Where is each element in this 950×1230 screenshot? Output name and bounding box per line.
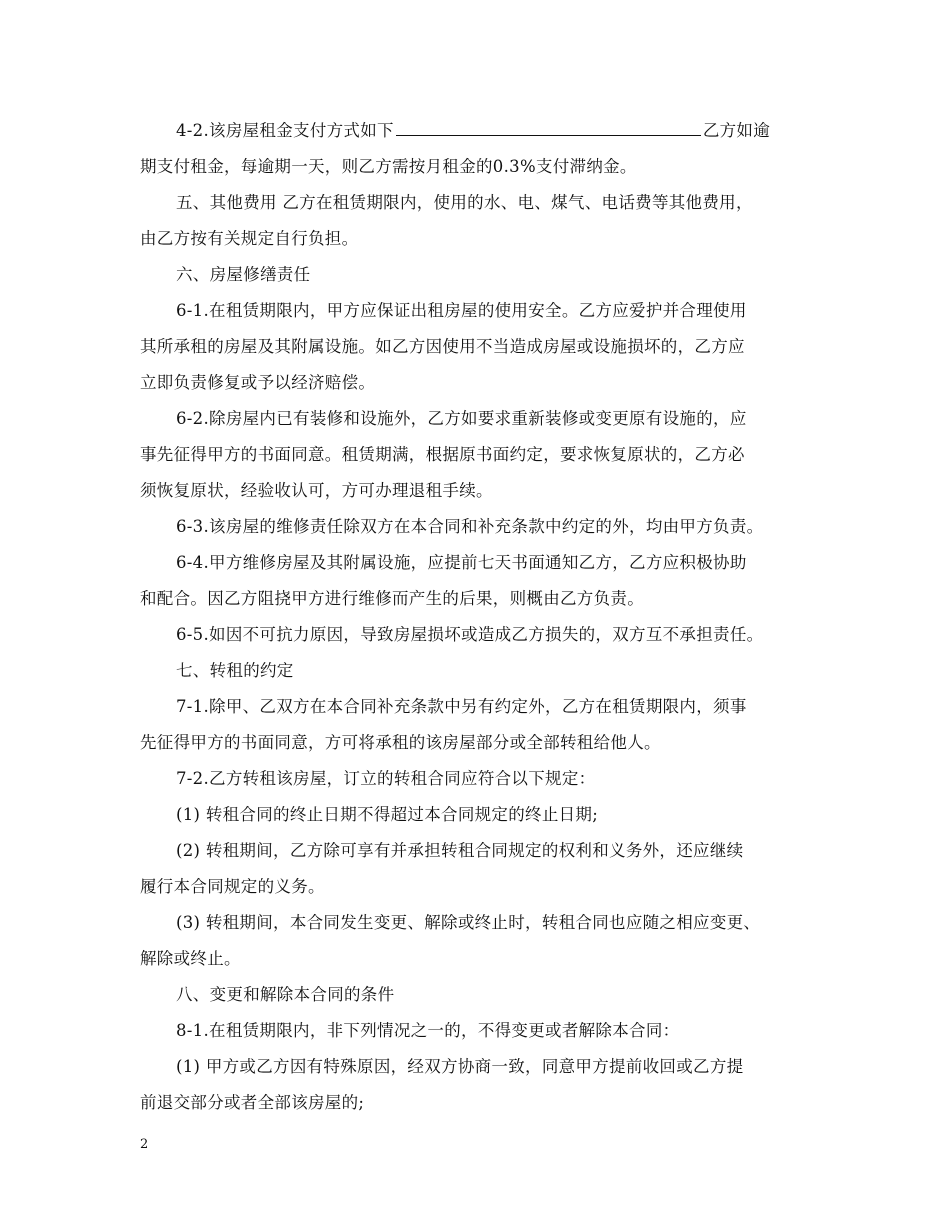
text-line: 先征得甲方的书面同意，方可将承租的该房屋部分或全部转租给他人。: [140, 733, 661, 752]
text-line: 期支付租金，每逾期一天，则乙方需按月租金的0.3%支付滞纳金。: [140, 157, 637, 176]
section-heading: 六、房屋修缮责任: [176, 265, 311, 284]
text-line: 解除或终止。: [140, 949, 241, 968]
line-text: 4-2.该房屋租金支付方式如下: [176, 121, 394, 140]
text-line: 五、其他费用 乙方在租赁期限内，使用的水、电、煤气、电话费等其他费用，: [176, 193, 753, 212]
page-number: 2: [140, 1137, 149, 1152]
text-line: 6-1.在租赁期限内，甲方应保证出租房屋的使用安全。乙方应爱护并合理使用: [176, 301, 747, 320]
text-line: 事先征得甲方的书面同意。租赁期满，根据原书面约定，要求恢复原状的，乙方必: [140, 445, 745, 464]
text-line: 立即负责修复或予以经济赔偿。: [140, 373, 376, 392]
section-heading: 八、变更和解除本合同的条件: [176, 985, 395, 1004]
text-line: 6-5.如因不可抗力原因，导致房屋损坏或造成乙方损失的，双方互不承担责任。: [176, 625, 764, 644]
document-body: [140, 113, 825, 1121]
list-item: (1) 甲方或乙方因有特殊原因，经双方协商一致，同意甲方提前收回或乙方提: [176, 1057, 744, 1076]
text-line: 7-1.除甲、乙双方在本合同补充条款中另有约定外，乙方在租赁期限内，须事: [176, 697, 747, 716]
text-line: 履行本合同规定的义务。: [140, 877, 325, 896]
text-line: 8-1.在租赁期限内，非下列情况之一的，不得变更或者解除本合同：: [176, 1021, 680, 1040]
list-item: (2) 转租期间，乙方除可享有并承担转租合同规定的权利和义务外，还应继续: [176, 841, 744, 860]
text-line: 其所承租的房屋及其附属设施。如乙方因使用不当造成房屋或设施损坏的，乙方应: [140, 337, 745, 356]
list-item: (3) 转租期间，本合同发生变更、解除或终止时，转租合同也应随之相应变更、: [176, 913, 761, 932]
text-line: 6-4.甲方维修房屋及其附属设施，应提前七天书面通知乙方，乙方应积极协助: [176, 553, 747, 572]
text-line: 须恢复原状，经验收认可，方可办理退租手续。: [140, 481, 493, 500]
text-line: 7-2.乙方转租该房屋，订立的转租合同应符合以下规定：: [176, 769, 596, 788]
fill-in-blank: [396, 117, 701, 136]
section-heading: 七、转租的约定: [176, 661, 294, 680]
text-line: 和配合。因乙方阻挠甲方进行维修而产生的后果，则概由乙方负责。: [140, 589, 644, 608]
text-line: [140, 113, 825, 149]
text-line: 6-3.该房屋的维修责任除双方在本合同和补充条款中约定的外，均由甲方负责。: [176, 517, 764, 536]
line-text-after-blank: 乙方如逾: [702, 121, 771, 140]
list-item: (1) 转租合同的终止日期不得超过本合同规定的终止日期;: [176, 805, 599, 824]
text-line: 由乙方按有关规定自行负担。: [140, 229, 359, 248]
text-line: 6-2.除房屋内已有装修和设施外，乙方如要求重新装修或变更原有设施的，应: [176, 409, 747, 428]
text-line: 前退交部分或者全部该房屋的;: [140, 1093, 365, 1112]
